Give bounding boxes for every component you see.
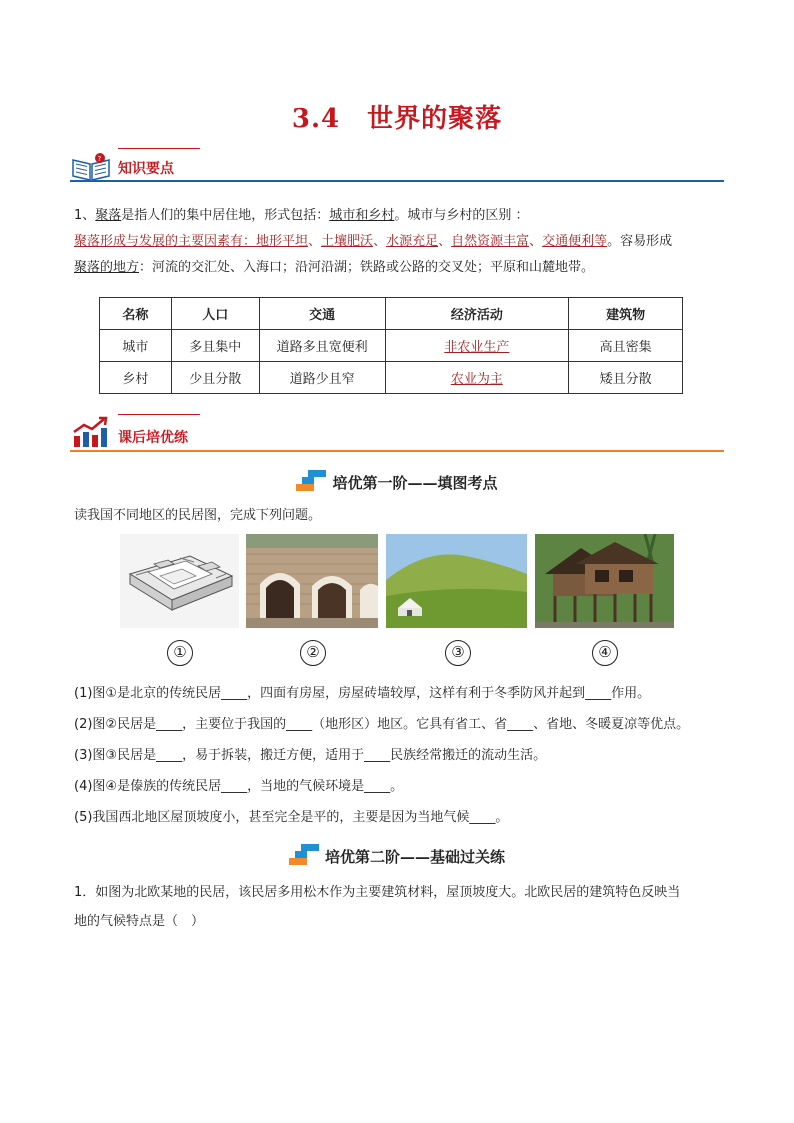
courtyard-house-image — [120, 534, 239, 628]
section-label: 知识要点 — [118, 161, 174, 177]
photo-label: ③ — [445, 640, 471, 666]
table-cell: 道路少且窄 — [259, 362, 385, 394]
stairs-icon — [289, 844, 319, 866]
photo-label: ② — [300, 640, 326, 666]
table-cell: 少且分散 — [171, 362, 259, 394]
table-header: 人口 — [171, 298, 259, 330]
header-accent-line — [118, 148, 200, 149]
table-row — [100, 362, 683, 394]
page-title: 3.4 世界的聚落 — [291, 104, 503, 134]
table-header: 名称 — [100, 298, 172, 330]
table-header-row — [100, 298, 683, 330]
term-forms: 城市和乡村 — [329, 208, 395, 223]
table-cell: 高且密集 — [569, 330, 683, 362]
table-cell: 乡村 — [100, 362, 172, 394]
stage-1-intro: 读我国不同地区的民居图，完成下列问题。 — [74, 508, 322, 523]
section-rule — [70, 450, 724, 452]
table-cell: 城市 — [100, 330, 172, 362]
svg-text:?: ? — [97, 155, 102, 163]
city-village-table — [99, 297, 683, 394]
question-item: (5)我国西北地区屋顶坡度小，甚至完全是平的，主要是因为当地气候____。 — [74, 810, 509, 825]
photo-label: ④ — [592, 640, 618, 666]
yurt-image — [386, 534, 527, 628]
question-1-line-1: 1．如图为北欧某地的民居，该民居多用松木作为主要建筑材料，屋顶坡度大。北欧民居的建筑特色反映当 — [74, 885, 681, 900]
section-header-knowledge — [70, 148, 724, 182]
question-item: (2)图②民居是____，主要位于我国的____（地形区）地区。它具有省工、省____、省地、冬暖夏凉等优点。 — [74, 717, 690, 732]
table-header: 建筑物 — [569, 298, 683, 330]
question-item: (1)图①是北京的传统民居____，四面有房屋，房屋砖墙较厚，这样有利于冬季防风并起到____作用。 — [74, 686, 651, 701]
knowledge-paragraph — [74, 203, 726, 281]
question-item: (4)图④是傣族的传统民居____，当地的气候环境是____。 — [74, 779, 404, 794]
knowledge-line-3: 聚落的地方：河流的交汇处、入海口；沿河沿湖；铁路或公路的交叉处；平原和山麓地带。 — [74, 260, 595, 275]
table-header: 交通 — [259, 298, 385, 330]
photo-label: ① — [167, 640, 193, 666]
cave-dwelling-image — [246, 534, 378, 628]
table-cell: 非农业生产 — [385, 330, 569, 362]
table-cell: 道路多且宽便利 — [259, 330, 385, 362]
stairs-icon — [296, 470, 326, 492]
section-label: 课后培优练 — [118, 430, 188, 446]
table-cell: 多且集中 — [171, 330, 259, 362]
term-settlement: 聚落 — [95, 208, 122, 223]
question-1-line-2: 地的气候特点是（ ） — [74, 914, 205, 929]
question-item: (3)图③民居是____，易于拆装，搬迁方便，适用于____民族经常搬迁的流动生活。 — [74, 748, 547, 763]
stage-1-heading: 培优第一阶——填图考点 — [0, 470, 794, 493]
table-row — [100, 330, 683, 362]
section-rule — [70, 180, 724, 182]
table-cell: 矮且分散 — [569, 362, 683, 394]
growth-chart-icon — [72, 416, 108, 448]
knowledge-line-1: 1、聚落是指人们的集中居住地，形式包括：城市和乡村。城市与乡村的区别 ： — [74, 208, 529, 223]
table-header: 经济活动 — [385, 298, 569, 330]
table-cell: 农业为主 — [385, 362, 569, 394]
section-header-practice — [70, 414, 724, 452]
knowledge-line-2: 聚落形成与发展的主要因素有：地形平坦、土壤肥沃、水源充足、自然资源丰富、交通便利等。容易形成 — [74, 234, 673, 249]
stage-2-heading: 培优第二阶——基础过关练 — [0, 844, 794, 867]
book-icon — [70, 152, 112, 182]
header-accent-line — [118, 414, 200, 415]
stilt-house-image — [535, 534, 674, 628]
